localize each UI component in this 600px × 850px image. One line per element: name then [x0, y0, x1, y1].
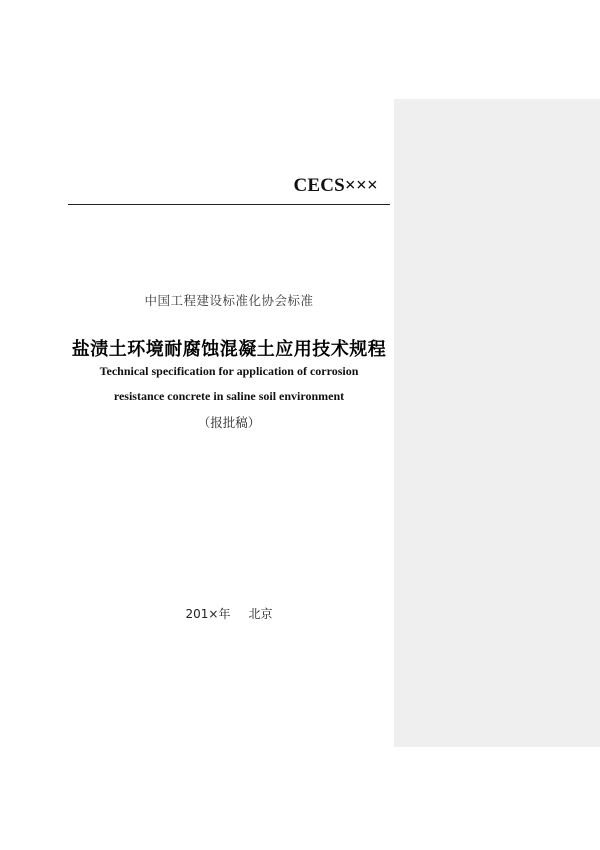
standard-code: CECS×××: [293, 175, 378, 196]
document-title-english-line-1: Technical specification for application of corrosion: [99, 364, 359, 378]
header-rule: [68, 204, 390, 205]
issuing-organization: 中国工程建设标准化协会标准: [144, 293, 314, 308]
publication-imprint: [68, 605, 390, 622]
publication-year: 201×年: [185, 607, 231, 621]
comment-margin-pane: [394, 99, 600, 747]
publication-city: 北京: [248, 607, 273, 621]
document-title-chinese: 盐渍土环境耐腐蚀混凝土应用技术规程: [71, 339, 387, 360]
document-title-english-line-2: resistance concrete in saline soil environment: [113, 389, 345, 403]
draft-status: （报批稿）: [197, 415, 261, 430]
